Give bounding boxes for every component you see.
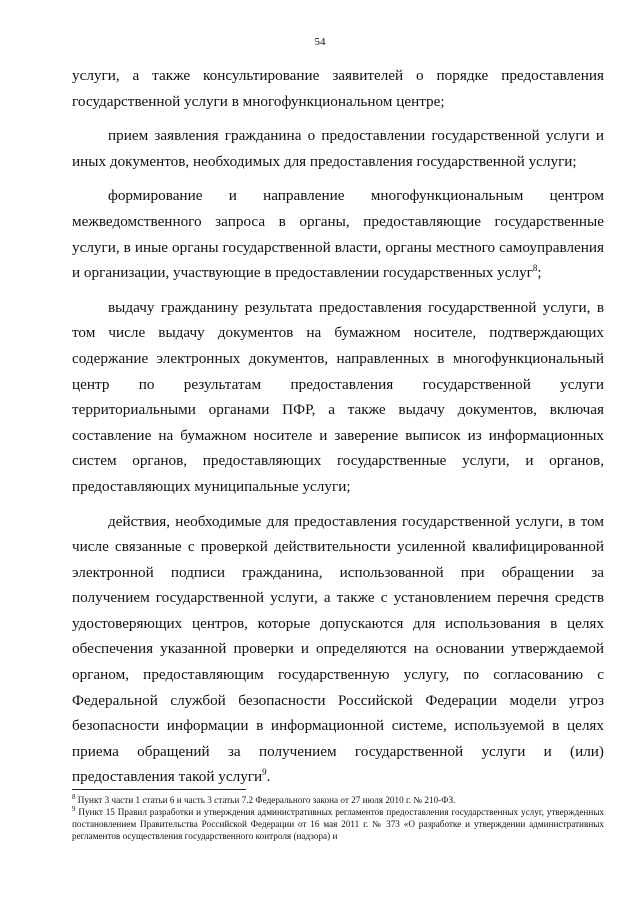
footnote-reference[interactable]: 9	[262, 767, 267, 778]
body-text	[72, 63, 604, 799]
footnote-reference[interactable]: 8	[532, 263, 538, 274]
footnote-mark: 9	[72, 804, 76, 813]
footnotes	[72, 794, 604, 842]
footnote-text: Пункт 3 части 1 статьи 6 и часть 3 статьи 7.2 Федерального закона от 27 июля 2010 г. № 210-ФЗ.	[75, 795, 456, 805]
footnote-separator	[72, 789, 246, 790]
footnote	[72, 794, 604, 806]
paragraph	[72, 123, 604, 174]
footnote	[72, 806, 604, 842]
paragraph	[72, 183, 604, 285]
footnote-mark: 8	[72, 792, 76, 801]
page-number: 54	[314, 36, 326, 48]
paragraph	[72, 295, 604, 500]
paragraph	[72, 63, 604, 114]
paragraph-text: формирование и направление многофункциональным центром межведомственного запроса в органы, предоставляющие государственные услуги, в иные органы государственной власти, органы местного самоуправления и организации, участвующие в предоставлении государственных услуг	[72, 187, 604, 282]
paragraph-text: выдачу гражданину результата предоставления государственной услуги, в том числе выдачу документов на бумажном носителе, подтверждающих содержание электронных документов, направленных в многофункциональный центр по результатам предоставления государственной услуги территориальными органами ПФР, а также выдачу документов, включая составление на бумажном носителе и заверение выписок из информационных систем органов, предоставляющих государственные услуги, и органов, предоставляющих муниципальные услуги;	[72, 298, 604, 495]
footnote-text: Пункт 15 Правил разработки и утверждения административных регламентов предоставления государственных услуг, утвержденных постановлением Правительства Российской Федерации от 16 мая 2011 г. № 373 «О разработке и утверждении административных регламентов осуществления государственного контроля (надзора) и	[72, 807, 604, 841]
paragraph-end-punctuation: ;	[537, 264, 542, 282]
paragraph-text: прием заявления гражданина о предоставлении государственной услуги и иных документов, необходимых для предоставления государственной услуги;	[72, 127, 604, 170]
paragraph-text: действия, необходимые для предоставления государственной услуги, в том числе связанные с проверкой действительности усиленной квалифицированной электронной подписи гражданина, использованной при обращении за получением государственной услуги, а также с установлением перечня средств удостоверяющих центров, которые допускаются для использования в целях обеспечения указанной проверки и определяются на основании утверждаемой органом, предоставляющим государственную услугу, по согласованию с Федеральной службой безопасности Российской Федерации модели угроз безопасности информации в информационной системе, используемой в целях приема обращений за получением государственной услуги и (или) предоставления такой услуги	[72, 512, 604, 786]
paragraph	[72, 509, 604, 791]
paragraph-text: услуги, а также консультирование заявителей о порядке предоставления государственной услуги в многофункциональном центре;	[72, 67, 604, 110]
paragraph-end-punctuation: .	[266, 768, 271, 786]
